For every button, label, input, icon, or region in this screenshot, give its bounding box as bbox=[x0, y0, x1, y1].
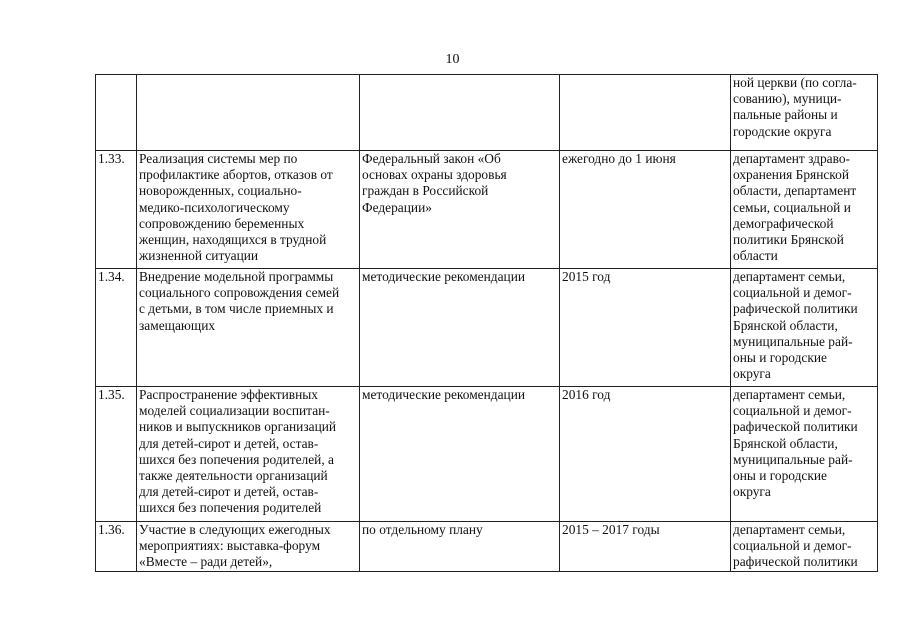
item-executor-line: рафической политики bbox=[733, 301, 858, 317]
item-executor-line: округа bbox=[733, 484, 771, 500]
item-executor-line: департамент семьи, bbox=[733, 269, 846, 284]
item-executor-line: ной церкви (по согла- bbox=[733, 75, 857, 90]
table-row bbox=[96, 151, 878, 269]
item-name bbox=[137, 75, 360, 151]
item-basis bbox=[360, 151, 560, 269]
plan-table-body bbox=[96, 75, 878, 572]
item-executor-line: политики Брянской bbox=[733, 232, 844, 248]
item-executor-line: демографической bbox=[733, 215, 834, 231]
item-number bbox=[96, 387, 137, 522]
page-number: 10 bbox=[445, 52, 460, 67]
item-executor-line: социальной и демог- bbox=[733, 403, 852, 419]
item-name-line: мероприятиях: выставка-форум bbox=[139, 538, 321, 554]
table-row bbox=[96, 387, 878, 522]
item-executor-line: сованию), муници- bbox=[733, 91, 842, 107]
item-name-line: ников и выпускников организаций bbox=[139, 419, 337, 435]
item-number bbox=[96, 75, 137, 151]
item-executor-line: семьи, социальной и bbox=[733, 199, 851, 215]
item-number-line: 1.36. bbox=[98, 522, 125, 537]
item-executor-line: департамент семьи, bbox=[733, 522, 846, 537]
item-basis-line: по отдельному плану bbox=[362, 522, 483, 537]
item-executor-line: охранения Брянской bbox=[733, 167, 849, 183]
item-basis bbox=[360, 387, 560, 522]
item-term-line bbox=[562, 75, 728, 91]
item-name bbox=[137, 522, 360, 572]
table-row bbox=[96, 75, 878, 151]
item-name-line: моделей социализации воспитан- bbox=[139, 403, 330, 419]
item-name-line: «Вместе – ради детей», bbox=[139, 554, 273, 570]
item-term bbox=[560, 151, 731, 269]
item-term-line: 2016 год bbox=[562, 387, 611, 402]
item-executor-line: социальной и демог- bbox=[733, 285, 852, 301]
item-executor bbox=[731, 75, 878, 151]
item-basis-line: граждан в Российской bbox=[362, 183, 489, 199]
item-basis bbox=[360, 75, 560, 151]
item-number-line: 1.34. bbox=[98, 269, 125, 284]
item-executor-line: оны и городские bbox=[733, 468, 827, 484]
item-executor-line: социальной и демог- bbox=[733, 538, 852, 554]
item-name-line: профилактике абортов, отказов от bbox=[139, 167, 333, 183]
table-row bbox=[96, 269, 878, 387]
item-executor-line: оны и городские bbox=[733, 350, 827, 366]
item-executor-line: округа bbox=[733, 366, 771, 382]
item-executor bbox=[731, 387, 878, 522]
item-executor bbox=[731, 269, 878, 387]
item-name-line: шихся без попечения родителей, а bbox=[139, 451, 334, 467]
item-basis-line: методические рекомендации bbox=[362, 269, 526, 284]
item-number-line: 1.33. bbox=[98, 151, 125, 166]
item-name-line: с детьми, в том числе приемных и bbox=[139, 301, 334, 317]
item-name-line: Распространение эффективных bbox=[139, 387, 318, 402]
item-executor bbox=[731, 522, 878, 572]
item-executor-line: муниципальные рай- bbox=[733, 333, 853, 349]
item-name bbox=[137, 151, 360, 269]
item-executor-line: Брянской области, bbox=[733, 317, 838, 333]
item-basis-line: основах охраны здоровья bbox=[362, 167, 507, 183]
item-basis-line bbox=[362, 75, 557, 91]
item-name-line: Внедрение модельной программы bbox=[139, 269, 334, 284]
item-name-line: шихся без попечения родителей bbox=[139, 500, 322, 516]
item-name-line: сопровождению беременных bbox=[139, 215, 305, 231]
item-basis-line: Федерации» bbox=[362, 199, 432, 215]
item-number-line: 1.35. bbox=[98, 387, 125, 402]
item-executor-line: департамент здраво- bbox=[733, 151, 851, 166]
item-term-line: ежегодно до 1 июня bbox=[562, 151, 676, 166]
item-name-line: Реализация системы мер по bbox=[139, 151, 298, 166]
item-name-line: для детей-сирот и детей, остав- bbox=[139, 484, 319, 500]
item-executor-line: пальные районы и bbox=[733, 107, 838, 123]
item-term bbox=[560, 387, 731, 522]
item-executor-line: городские округа bbox=[733, 123, 832, 139]
item-executor bbox=[731, 151, 878, 269]
item-basis bbox=[360, 269, 560, 387]
plan-table bbox=[95, 74, 878, 572]
item-name bbox=[137, 269, 360, 387]
item-basis bbox=[360, 522, 560, 572]
item-name-line: социального сопровождения семей bbox=[139, 285, 340, 301]
item-executor-line: рафической политики bbox=[733, 419, 858, 435]
item-term bbox=[560, 522, 731, 572]
item-name-line: также деятельности организаций bbox=[139, 468, 328, 484]
item-number-line bbox=[98, 75, 134, 91]
item-name-line: женщин, находящихся в трудной bbox=[139, 232, 327, 248]
item-name-line: замещающих bbox=[139, 317, 216, 333]
item-executor-line: департамент семьи, bbox=[733, 387, 846, 402]
item-name-line: жизненной ситуации bbox=[139, 248, 259, 264]
item-basis-line: Федеральный закон «Об bbox=[362, 151, 501, 166]
item-term bbox=[560, 75, 731, 151]
item-number bbox=[96, 522, 137, 572]
item-name-line: медико-психологическому bbox=[139, 199, 290, 215]
item-name bbox=[137, 387, 360, 522]
item-term-line: 2015 год bbox=[562, 269, 611, 284]
item-executor-line: области, департамент bbox=[733, 183, 857, 199]
item-name-line bbox=[139, 75, 357, 91]
item-executor-line: области bbox=[733, 248, 778, 264]
item-number bbox=[96, 269, 137, 387]
item-name-line: Участие в следующих ежегодных bbox=[139, 522, 331, 537]
item-executor-line: муниципальные рай- bbox=[733, 451, 853, 467]
item-number bbox=[96, 151, 137, 269]
item-executor-line: Брянской области, bbox=[733, 435, 838, 451]
item-name-line: для детей-сирот и детей, остав- bbox=[139, 435, 319, 451]
item-executor-line: рафической политики bbox=[733, 554, 858, 570]
item-name-line: новорожденных, социально- bbox=[139, 183, 302, 199]
item-term-line: 2015 – 2017 годы bbox=[562, 522, 660, 537]
item-basis-line: методические рекомендации bbox=[362, 387, 526, 402]
table-row bbox=[96, 522, 878, 572]
item-term bbox=[560, 269, 731, 387]
